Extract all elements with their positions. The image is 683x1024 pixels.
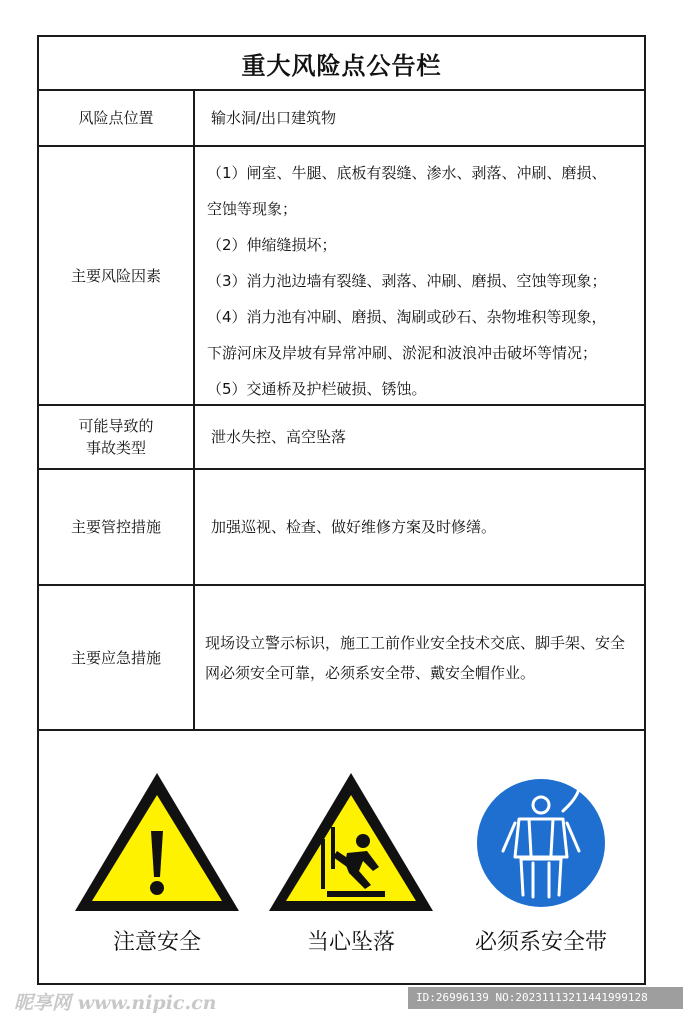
control-measures-label: 主要管控措施 (39, 470, 195, 584)
sign-harness-label: 必须系安全带 (474, 930, 607, 955)
location-value: 输水洞/出口建筑物 (211, 109, 337, 127)
sign-caution-label: 注意安全 (112, 930, 201, 955)
row-location (39, 91, 644, 147)
risk-factor-line: （3）消力池边墙有裂缝、剥落、冲刷、磨损、空蚀等现象； (207, 272, 607, 290)
warning-exclamation-icon (67, 767, 247, 917)
accident-type-label-line2: 事故类型 (85, 439, 146, 457)
risk-factors-list (195, 147, 644, 404)
accident-type-value: 泄水失控、高空坠落 (211, 428, 347, 446)
risk-factor-line: 空蚀等现象； (207, 200, 298, 218)
sign-caution (67, 767, 247, 967)
risk-factor-line: （2）伸缩缝损坏； (207, 236, 337, 254)
accident-type-label-line1: 可能导致的 (78, 417, 154, 435)
safety-signs (39, 731, 644, 985)
accident-type-label (39, 406, 195, 468)
risk-factor-line: 下游河床及岸坡有异常冲刷、淤泥和波浪冲击破坏等情况； (207, 344, 598, 362)
control-measures-value: 加强巡视、检查、做好维修方案及时修缮。 (211, 518, 497, 536)
watermark-left: 昵享网 www.nipic.cn (14, 992, 217, 1014)
emergency-measures-value: 现场设立警示标识，施工工前作业安全技术交底、脚手架、安全网必须安全可靠，必须系安全带、戴安全帽作业。 (205, 633, 626, 682)
sign-harness (451, 767, 631, 967)
falling-person-warning-icon (261, 767, 441, 917)
row-accident-type (39, 406, 644, 470)
location-label: 风险点位置 (39, 91, 195, 145)
watermark-id: ID:26996139 NO:20231113211441999128 (408, 987, 683, 1009)
emergency-measures-label: 主要应急措施 (39, 586, 195, 729)
sign-falling (261, 767, 441, 967)
row-emergency-measures (39, 586, 644, 731)
risk-factor-line: （5）交通桥及护栏破损、锈蚀。 (207, 380, 427, 398)
row-risk-factors (39, 147, 644, 406)
risk-bulletin-board (37, 35, 646, 985)
row-control-measures (39, 470, 644, 586)
risk-factor-line: （4）消力池有冲刷、磨损、淘刷或砂石、杂物堆积等现象， (207, 308, 607, 326)
risk-factor-line: （1）闸室、牛腿、底板有裂缝、渗水、剥落、冲刷、磨损、 (207, 164, 607, 182)
page-title: 重大风险点公告栏 (39, 37, 644, 91)
sign-falling-label: 当心坠落 (306, 930, 395, 955)
safety-harness-icon (451, 767, 631, 917)
risk-factors-label: 主要风险因素 (39, 147, 195, 404)
